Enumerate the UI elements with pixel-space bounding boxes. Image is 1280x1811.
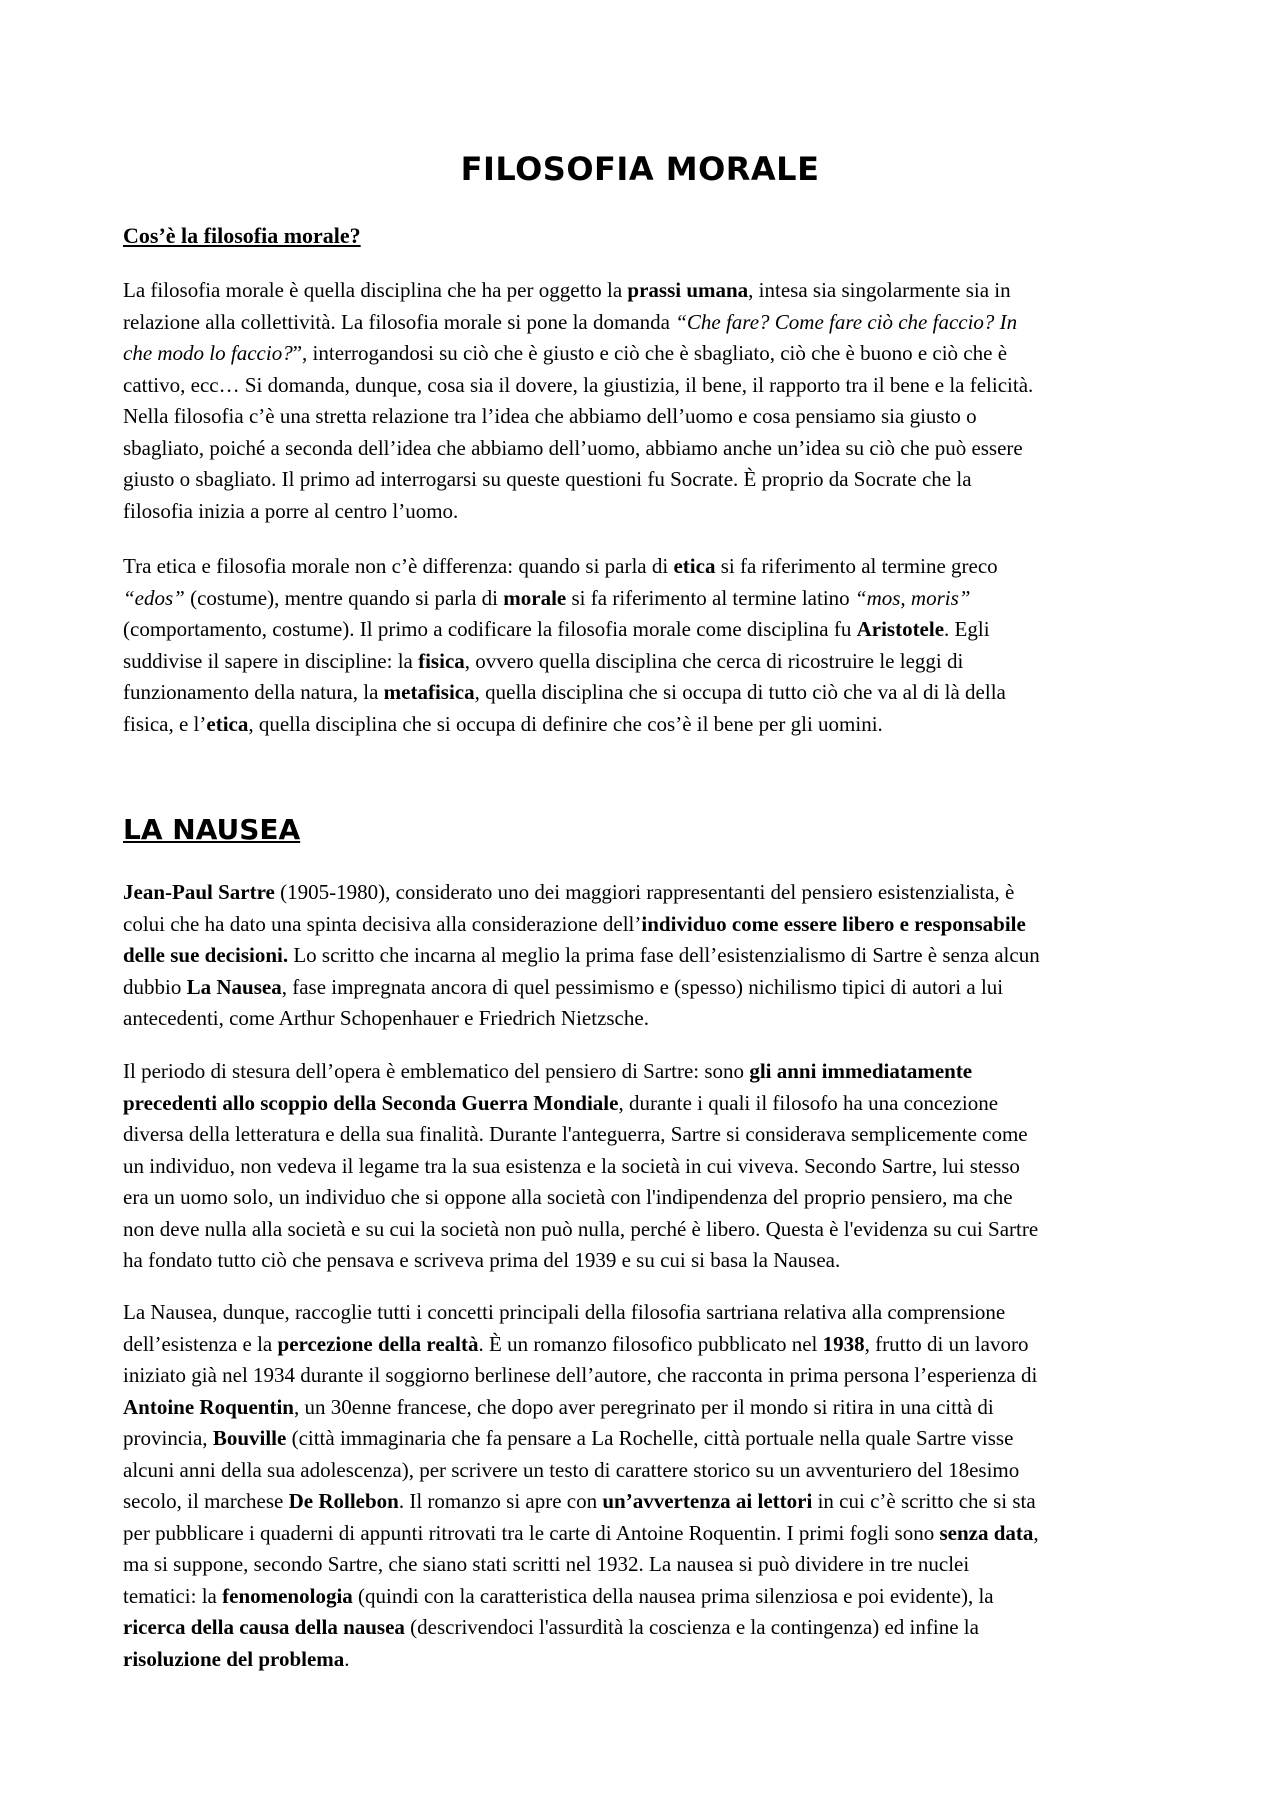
text-line: filosofia inizia a porre al centro l’uomo.: [123, 498, 459, 523]
section-subheading: Cos’è la filosofia morale?: [123, 223, 361, 248]
text-line: era un uomo solo, un individuo che si oppone alla società con l'indipendenza del proprio pensiero, ma che: [123, 1185, 1013, 1209]
text-line: giusto o sbagliato. Il primo ad interrogarsi su queste questioni fu Socrate. È proprio da Socrate che la: [123, 467, 972, 491]
paragraph-sartre: [123, 877, 1163, 1035]
text-line: Antoine Roquentin, un 30enne francese, che dopo aver peregrinato per il mondo si ritira in una città di: [123, 1394, 994, 1419]
text-line: (comportamento, costume). Il primo a codificare la filosofia morale come disciplina fu Aristotele. Egli: [123, 617, 990, 641]
text-line: che modo lo faccio?”, interrogandosi su ciò che è giusto e ciò che è sbagliato, ciò che è buono e ciò che è: [123, 341, 1008, 365]
text-line: “edos” (costume), mentre quando si parla di morale si fa riferimento al termine latino “mos, moris”: [123, 585, 971, 610]
text-line: sbagliato, poiché a seconda dell’idea che abbiamo dell’uomo, abbiamo anche un’idea su ciò che può essere: [123, 435, 1023, 460]
text-line: precedenti allo scoppio della Seconda Guerra Mondiale, durante i quali il filosofo ha una concezione: [123, 1090, 999, 1115]
text-line: suddivise il sapere in discipline: la fisica, ovvero quella disciplina che cerca di ricostruire le leggi di: [123, 648, 964, 673]
text-line: ricerca della causa della nausea (descrivendoci l'assurdità la coscienza e la contingenza) ed infine la: [123, 1615, 979, 1639]
text-line: dell’esistenza e la percezione della realtà. È un romanzo filosofico pubblicato nel 1938, frutto di un lavoro: [123, 1331, 1029, 1356]
text-line: antecedenti, come Arthur Schopenhauer e Friedrich Nietzsche.: [123, 1006, 649, 1030]
text-line: Il periodo di stesura dell’opera è emblematico del pensiero di Sartre: sono gli anni immediatamente: [123, 1059, 973, 1083]
paragraph-definition: [123, 275, 1163, 527]
text-line: delle sue decisioni. Lo scritto che incarna al meglio la prima fase dell’esistenzialismo di Sartre è senza alcun: [123, 943, 1040, 967]
paragraph-periodo: [123, 1056, 1163, 1277]
text-line: La Nausea, dunque, raccoglie tutti i concetti principali della filosofia sartriana relativa alla comprensione: [123, 1300, 1006, 1324]
text-line: La filosofia morale è quella disciplina che ha per oggetto la prassi umana, intesa sia singolarmente sia in: [123, 278, 1011, 302]
text-line: ma si suppone, secondo Sartre, che siano stati scritti nel 1932. La nausea si può dividere in tre nuclei: [123, 1552, 970, 1576]
text-line: funzionamento della natura, la metafisica, quella disciplina che si occupa di tutto ciò che va al di là della: [123, 680, 1006, 704]
text-line: diversa della letteratura e della sua finalità. Durante l'anteguerra, Sartre si considerava semplicemente come: [123, 1122, 1028, 1146]
text-line: provincia, Bouville (città immaginaria che fa pensare a La Rochelle, città portuale nella quale Sartre visse: [123, 1426, 1014, 1450]
text-line: tematici: la fenomenologia (quindi con la caratteristica della nausea prima silenziosa e poi evidente), la: [123, 1583, 994, 1608]
text-line: secolo, il marchese De Rollebon. Il romanzo si apre con un’avvertenza ai lettori in cui c’è scritto che si sta: [123, 1489, 1036, 1513]
text-line: Nella filosofia c’è una stretta relazione tra l’idea che abbiamo dell’uomo e cosa pensiamo sia giusto o: [123, 404, 977, 428]
text-line: dubbio La Nausea, fase impregnata ancora di quel pessimismo e (spesso) nichilismo tipici di autori a lui: [123, 974, 1004, 999]
text-line: Tra etica e filosofia morale non c’è differenza: quando si parla di etica si fa riferimento al termine greco: [123, 554, 998, 578]
paragraph-romanzo: [123, 1297, 1163, 1675]
text-line: alcuni anni della sua adolescenza), per scrivere un testo di carattere storico su un avventuriero del 18esimo: [123, 1457, 1020, 1482]
text-line: colui che ha dato una spinta decisiva alla considerazione dell’individuo come essere libero e responsabile: [123, 911, 1026, 936]
paragraph-etica: [123, 551, 1163, 740]
text-line: un individuo, non vedeva il legame tra la sua esistenza e la società in cui viveva. Secondo Sartre, lui stesso: [123, 1153, 1020, 1178]
text-line: relazione alla collettività. La filosofia morale si pone la domanda “Che fare? Come fare ciò che faccio? In: [123, 309, 1018, 334]
text-line: fisica, e l’etica, quella disciplina che si occupa di definire che cos’è il bene per gli uomini.: [123, 711, 883, 736]
text-line: iniziato già nel 1934 durante il soggiorno berlinese dell’autore, che racconta in prima persona l’esperienza di: [123, 1363, 1038, 1387]
page-title: FILOSOFIA MORALE: [460, 150, 820, 188]
section-heading-la-nausea: LA NAUSEA: [123, 813, 301, 846]
text-line: cattivo, ecc… Si domanda, dunque, cosa sia il dovere, la giustizia, il bene, il rapporto tra il bene e la felicità.: [123, 372, 1034, 397]
text-line: Jean-Paul Sartre (1905-1980), considerato uno dei maggiori rappresentanti del pensiero esistenzialista, è: [123, 880, 1015, 904]
text-line: per pubblicare i quaderni di appunti ritrovati tra le carte di Antoine Roquentin. I primi fogli sono senza data,: [123, 1520, 1039, 1545]
text-line: non deve nulla alla società e su cui la società non può nulla, perché è libero. Questa è l'evidenza su cui Sartre: [123, 1216, 1039, 1241]
text-line: ha fondato tutto ciò che pensava e scriveva prima del 1939 e su cui si basa la Nausea.: [123, 1248, 841, 1272]
text-line: risoluzione del problema.: [123, 1646, 350, 1671]
